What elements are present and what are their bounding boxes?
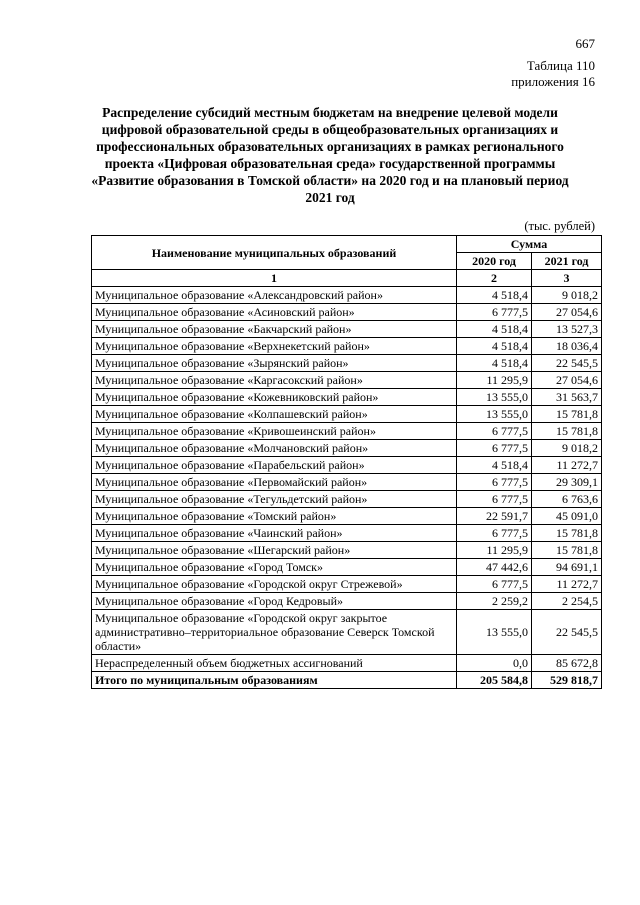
municipality-name: Муниципальное образование «Бакчарский район» bbox=[92, 321, 457, 338]
table-row bbox=[92, 304, 602, 321]
table-row bbox=[92, 610, 602, 655]
amount-2020: 22 591,7 bbox=[457, 508, 532, 525]
amount-2020: 47 442,6 bbox=[457, 559, 532, 576]
amount-2020: 2 259,2 bbox=[457, 593, 532, 610]
amount-2020: 6 777,5 bbox=[457, 440, 532, 457]
amount-2020: 0,0 bbox=[457, 655, 532, 672]
total-2021: 529 818,7 bbox=[532, 672, 602, 689]
amount-2021: 29 309,1 bbox=[532, 474, 602, 491]
municipality-name: Муниципальное образование «Верхнекетский район» bbox=[92, 338, 457, 355]
table-row bbox=[92, 457, 602, 474]
amount-2020: 11 295,9 bbox=[457, 372, 532, 389]
municipality-name: Муниципальное образование «Александровский район» bbox=[92, 287, 457, 304]
municipality-name: Муниципальное образование «Кривошеинский район» bbox=[92, 423, 457, 440]
amount-2020: 4 518,4 bbox=[457, 355, 532, 372]
amount-2020: 6 777,5 bbox=[457, 576, 532, 593]
table-row bbox=[92, 576, 602, 593]
header-municipality: Наименование муниципальных образований bbox=[92, 236, 457, 270]
municipality-name: Муниципальное образование «Молчановский район» bbox=[92, 440, 457, 457]
amount-2020: 13 555,0 bbox=[457, 389, 532, 406]
amount-2021: 15 781,8 bbox=[532, 406, 602, 423]
amount-2020: 4 518,4 bbox=[457, 457, 532, 474]
total-row bbox=[92, 672, 602, 689]
table-number: Таблица 110 bbox=[526, 58, 595, 73]
units-label: (тыс. рублей) bbox=[524, 219, 595, 233]
table-row bbox=[92, 593, 602, 610]
appendix-number: приложения 16 bbox=[511, 74, 595, 89]
municipality-name: Муниципальное образование «Томский район» bbox=[92, 508, 457, 525]
municipality-name: Муниципальное образование «Зырянский район» bbox=[92, 355, 457, 372]
amount-2021: 11 272,7 bbox=[532, 576, 602, 593]
header-sum: Сумма bbox=[457, 236, 602, 253]
amount-2021: 22 545,5 bbox=[532, 610, 602, 655]
amount-2020: 4 518,4 bbox=[457, 338, 532, 355]
amount-2021: 27 054,6 bbox=[532, 304, 602, 321]
total-2020: 205 584,8 bbox=[457, 672, 532, 689]
amount-2021: 6 763,6 bbox=[532, 491, 602, 508]
municipality-name: Муниципальное образование «Кожевниковский район» bbox=[92, 389, 457, 406]
amount-2021: 15 781,8 bbox=[532, 542, 602, 559]
table-row bbox=[92, 491, 602, 508]
table-row bbox=[92, 655, 602, 672]
table-row bbox=[92, 508, 602, 525]
amount-2021: 15 781,8 bbox=[532, 525, 602, 542]
municipality-name: Муниципальное образование «Парабельский район» bbox=[92, 457, 457, 474]
amount-2021: 13 527,3 bbox=[532, 321, 602, 338]
table-reference bbox=[511, 58, 595, 90]
amount-2020: 6 777,5 bbox=[457, 525, 532, 542]
municipality-name: Муниципальное образование «Шегарский район» bbox=[92, 542, 457, 559]
table-row bbox=[92, 525, 602, 542]
amount-2021: 22 545,5 bbox=[532, 355, 602, 372]
table-row bbox=[92, 287, 602, 304]
subsidy-table bbox=[91, 235, 602, 689]
header-year-2021: 2021 год bbox=[532, 253, 602, 270]
amount-2020: 4 518,4 bbox=[457, 321, 532, 338]
municipality-name: Муниципальное образование «Первомайский район» bbox=[92, 474, 457, 491]
amount-2021: 85 672,8 bbox=[532, 655, 602, 672]
table-row bbox=[92, 474, 602, 491]
amount-2021: 18 036,4 bbox=[532, 338, 602, 355]
municipality-name: Муниципальное образование «Чаинский район» bbox=[92, 525, 457, 542]
page-number: 667 bbox=[575, 36, 595, 51]
municipality-name: Муниципальное образование «Колпашевский район» bbox=[92, 406, 457, 423]
municipality-name: Муниципальное образование «Город Томск» bbox=[92, 559, 457, 576]
amount-2020: 6 777,5 bbox=[457, 423, 532, 440]
amount-2020: 6 777,5 bbox=[457, 474, 532, 491]
municipality-name: Муниципальное образование «Каргасокский район» bbox=[92, 372, 457, 389]
municipality-name: Муниципальное образование «Тегульдетский район» bbox=[92, 491, 457, 508]
municipality-name: Муниципальное образование «Город Кедровый» bbox=[92, 593, 457, 610]
amount-2021: 31 563,7 bbox=[532, 389, 602, 406]
municipality-name: Муниципальное образование «Городской округ закрытое административно–территориальное образование Северск Томской области» bbox=[92, 610, 457, 655]
table-row bbox=[92, 423, 602, 440]
amount-2020: 11 295,9 bbox=[457, 542, 532, 559]
amount-2020: 13 555,0 bbox=[457, 610, 532, 655]
amount-2021: 9 018,2 bbox=[532, 287, 602, 304]
amount-2020: 13 555,0 bbox=[457, 406, 532, 423]
table-row bbox=[92, 321, 602, 338]
amount-2021: 15 781,8 bbox=[532, 423, 602, 440]
amount-2021: 2 254,5 bbox=[532, 593, 602, 610]
document-title: Распределение субсидий местным бюджетам на внедрение целевой модели цифровой образовательной среды в общеобразовательных организациях и профессиональных образовательных организациях в рамках регионального проекта «Цифровая образовательная среда» государственной программы «Развитие образования в Томской области» на 2020 год и на плановый период 2021 год bbox=[91, 105, 569, 205]
amount-2021: 27 054,6 bbox=[532, 372, 602, 389]
total-label: Итого по муниципальным образованиям bbox=[92, 672, 457, 689]
table-row bbox=[92, 440, 602, 457]
table-row bbox=[92, 542, 602, 559]
column-index-2: 2 bbox=[457, 270, 532, 287]
amount-2021: 94 691,1 bbox=[532, 559, 602, 576]
table-row bbox=[92, 372, 602, 389]
amount-2020: 4 518,4 bbox=[457, 287, 532, 304]
amount-2021: 11 272,7 bbox=[532, 457, 602, 474]
amount-2021: 9 018,2 bbox=[532, 440, 602, 457]
amount-2020: 6 777,5 bbox=[457, 304, 532, 321]
table-row bbox=[92, 406, 602, 423]
table-row bbox=[92, 355, 602, 372]
header-year-2020: 2020 год bbox=[457, 253, 532, 270]
column-index-3: 3 bbox=[532, 270, 602, 287]
column-index-1: 1 bbox=[92, 270, 457, 287]
municipality-name: Муниципальное образование «Городской округ Стрежевой» bbox=[92, 576, 457, 593]
table-row bbox=[92, 338, 602, 355]
amount-2021: 45 091,0 bbox=[532, 508, 602, 525]
municipality-name: Нераспределенный объем бюджетных ассигнований bbox=[92, 655, 457, 672]
table-row bbox=[92, 389, 602, 406]
municipality-name: Муниципальное образование «Асиновский район» bbox=[92, 304, 457, 321]
amount-2020: 6 777,5 bbox=[457, 491, 532, 508]
table-row bbox=[92, 559, 602, 576]
